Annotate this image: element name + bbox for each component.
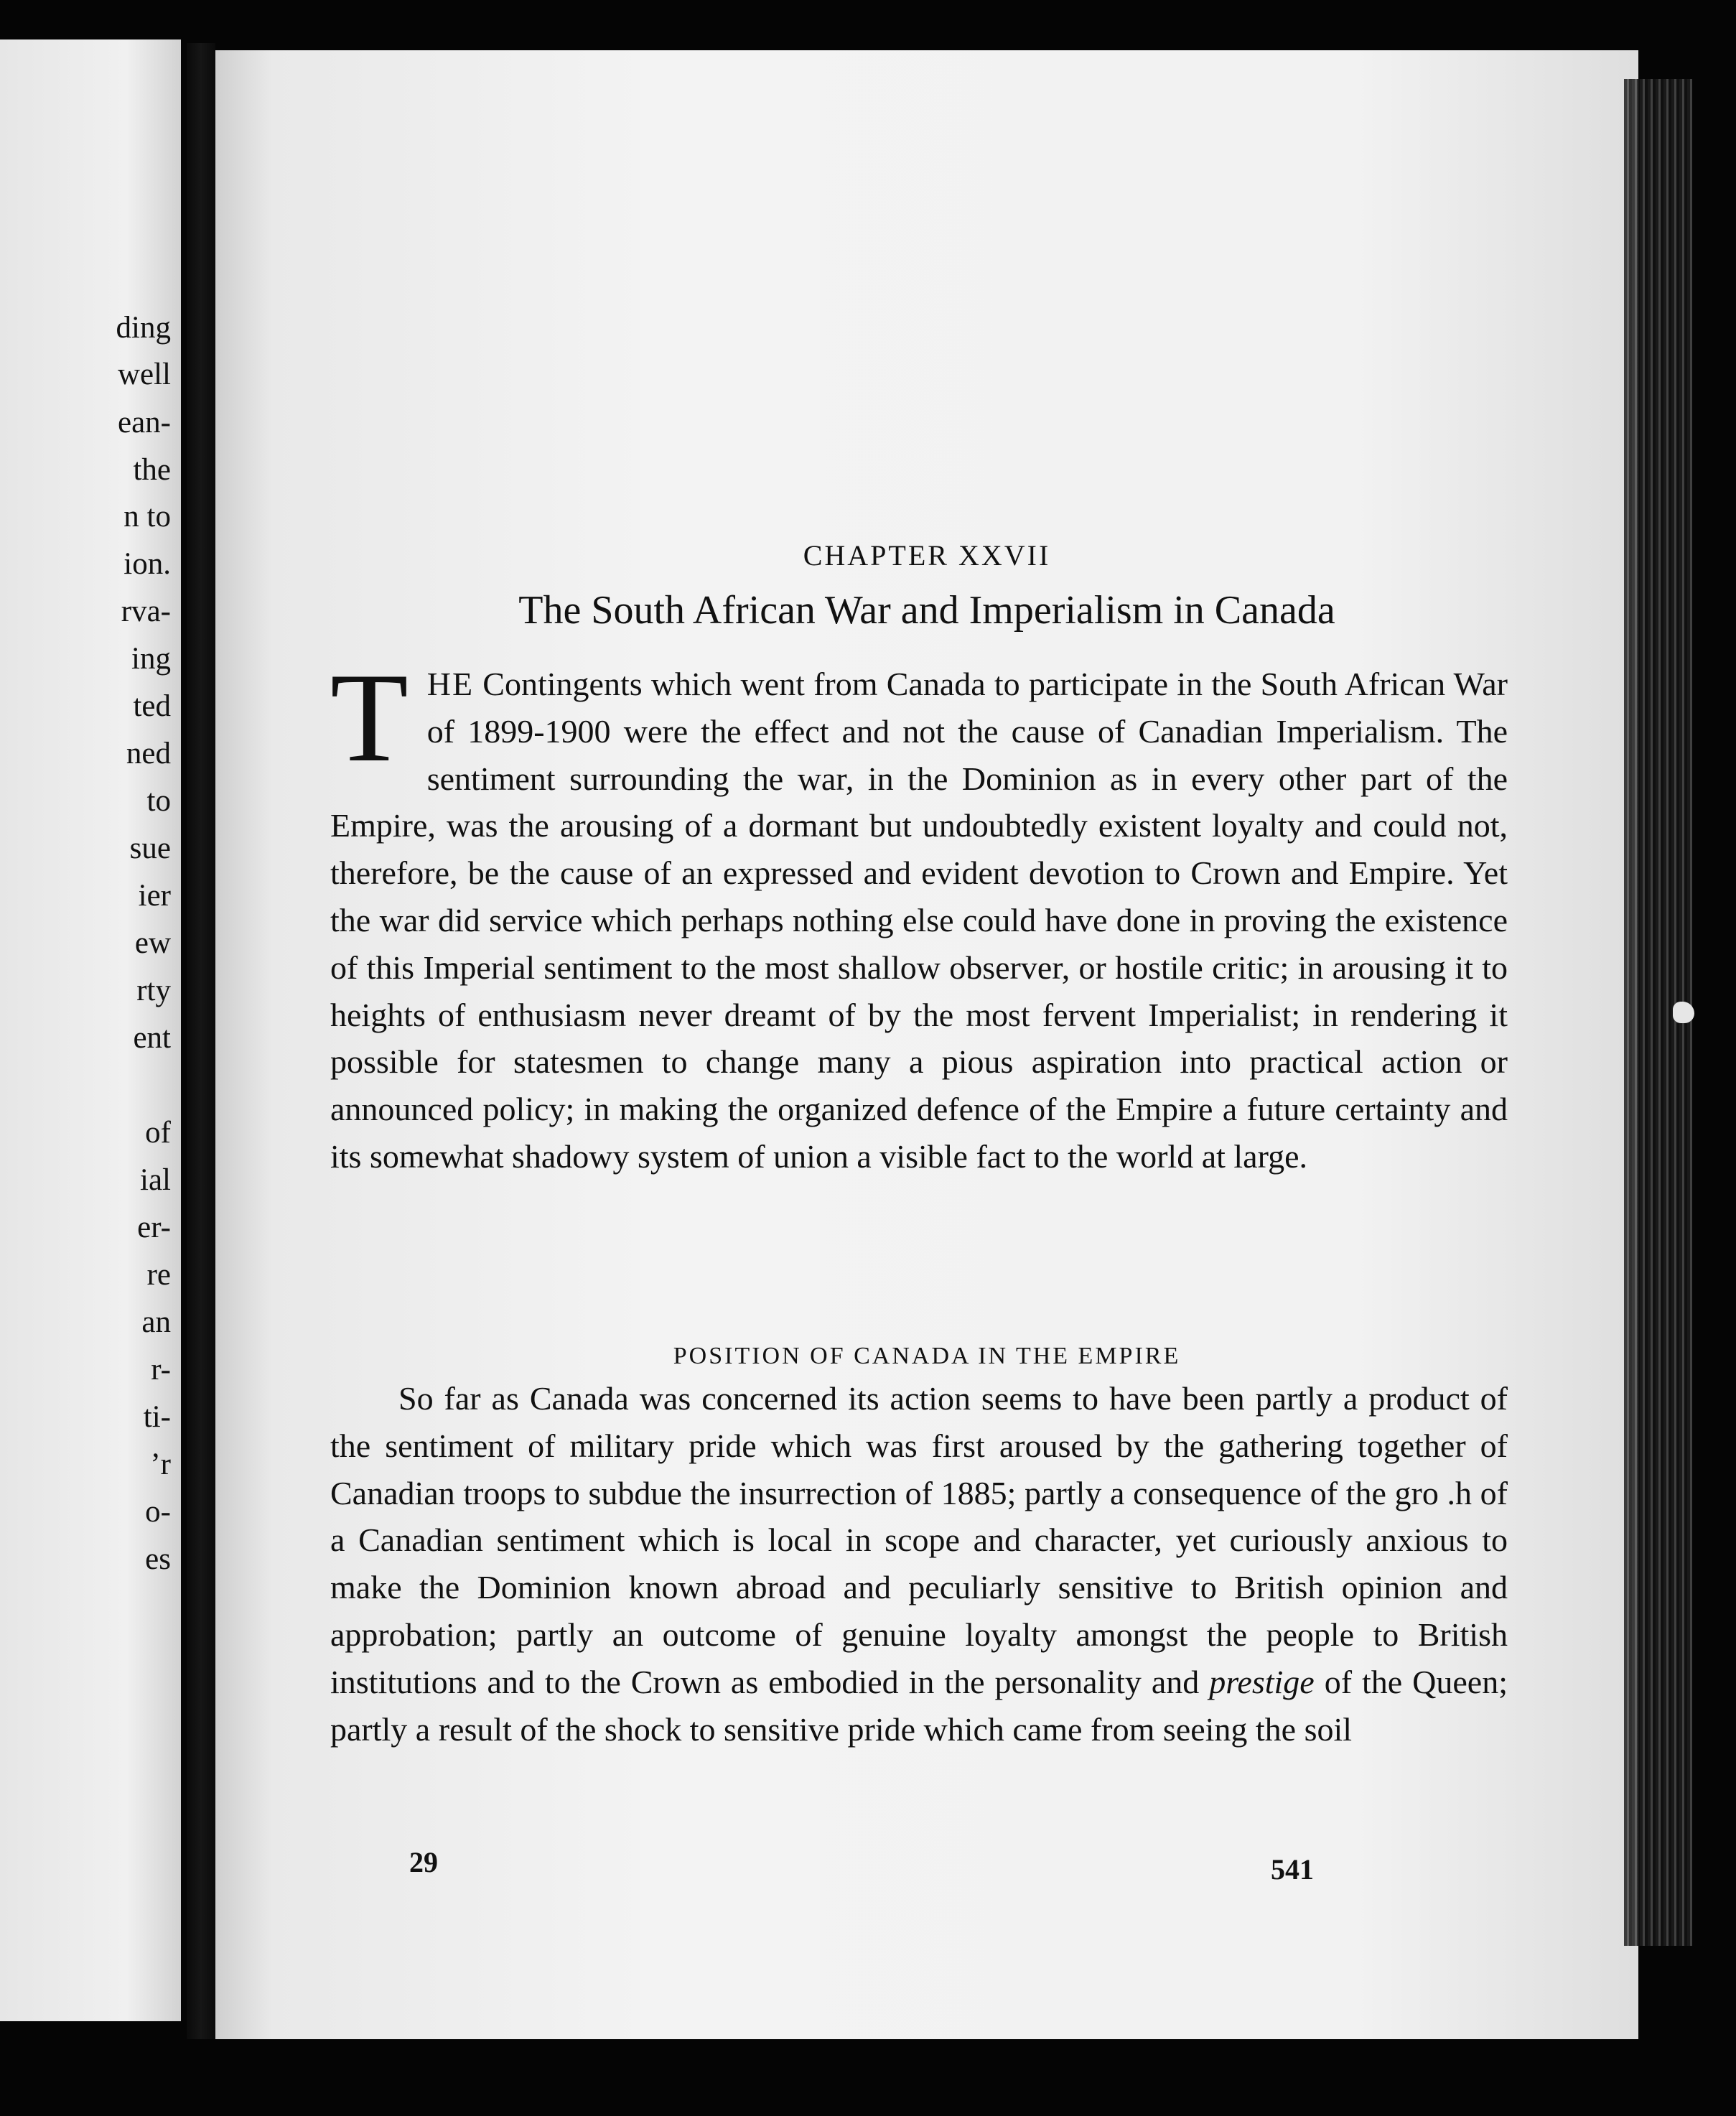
left-line-fragment: sue <box>129 831 171 865</box>
paragraph-text: Contingents which went from Canada to participate in the South African War of 1899-1900 were the effect and not the cause of Canadian Imperialism. The sentiment surrounding the war, in the Dominion as in every other part of the Empire, was the arousing of a dormant but undoubtedly existent loyalty and could not, therefore, be the cause of an expressed and evident devotion to Crown and Empire. Yet the war did service which perhaps nothing else could have done in proving the existence of this Imperial sentiment to the most shallow observer, or hostile critic; in arousing it to heights of enthusiasm never dreamt of by the most fervent Imperialist; in rendering it possible for statesmen to change many a pious aspiration into practical action or announced policy; in making the organized defence of the Empire a future certainty and its somewhat shadowy system of union a visible fact to the world at large. <box>330 666 1508 1175</box>
page-number: 541 <box>1271 1853 1314 1886</box>
left-line-fragment: ean- <box>118 406 171 439</box>
chapter-heading: CHAPTER XXVII <box>803 539 1051 572</box>
opening-small-caps: HE <box>426 666 475 702</box>
left-line-fragment: ’r <box>150 1448 171 1481</box>
section-heading: POSITION OF CANADA IN THE EMPIRE <box>673 1343 1181 1369</box>
paragraph-text: So far as Canada was concerned its action seems to have been partly a product of the sentiment of military pride which was first aroused by the gathering together of Canadian troops to subdue the insurrection of 1885; partly a consequence of the gro .h of a Canadian sentiment which is local in scope and character, yet curiously anxious to make the Dominion known abroad and peculiarly sensitive to British opinion and approbation; partly an outcome of genuine loyalty amongst the people to British institutions and to the Crown as embodied in the personality and <box>330 1380 1508 1700</box>
left-line-fragment: ing <box>131 642 171 676</box>
left-line-fragment: n to <box>123 500 171 533</box>
left-line-fragment: rty <box>136 974 171 1007</box>
book-gutter <box>187 43 215 2039</box>
left-line-fragment: es <box>145 1542 171 1576</box>
right-page <box>215 50 1638 2039</box>
left-line-fragment: well <box>117 358 171 391</box>
drop-cap: T <box>330 646 409 788</box>
chapter-title: The South African War and Imperialism in Canada <box>518 588 1335 633</box>
left-line-fragment: r- <box>151 1353 171 1386</box>
left-line-fragment: of <box>145 1116 171 1150</box>
left-line-fragment: the <box>133 453 171 487</box>
left-line-fragment: to <box>146 784 171 818</box>
opening-paragraph <box>330 646 1508 1180</box>
left-line-fragment: rva- <box>121 595 171 628</box>
left-line-fragment: ti- <box>143 1400 171 1434</box>
signature-mark: 29 <box>409 1846 438 1878</box>
left-line-fragment: er- <box>137 1211 171 1244</box>
italic-word: prestige <box>1209 1663 1315 1700</box>
left-line-fragment: ier <box>138 879 171 913</box>
left-line-fragment: ion. <box>123 547 171 581</box>
left-facing-page <box>0 39 181 2021</box>
second-paragraph <box>330 1375 1508 1753</box>
left-line-fragment: ding <box>116 311 171 345</box>
left-line-fragment: ned <box>126 737 171 770</box>
paper-blemish <box>1673 1002 1694 1023</box>
left-line-fragment: ent <box>133 1021 171 1055</box>
paragraph-text-end: of the Queen; partly a result of the shock to sensitive pride which came from seeing the soil <box>330 1663 1508 1748</box>
left-line-fragment: re <box>146 1258 171 1292</box>
left-line-fragment: ial <box>140 1163 171 1197</box>
left-line-fragment: ted <box>133 689 171 723</box>
left-line-fragment: o- <box>145 1495 171 1529</box>
left-line-fragment: ew <box>134 926 171 960</box>
left-line-fragment: an <box>141 1305 171 1339</box>
